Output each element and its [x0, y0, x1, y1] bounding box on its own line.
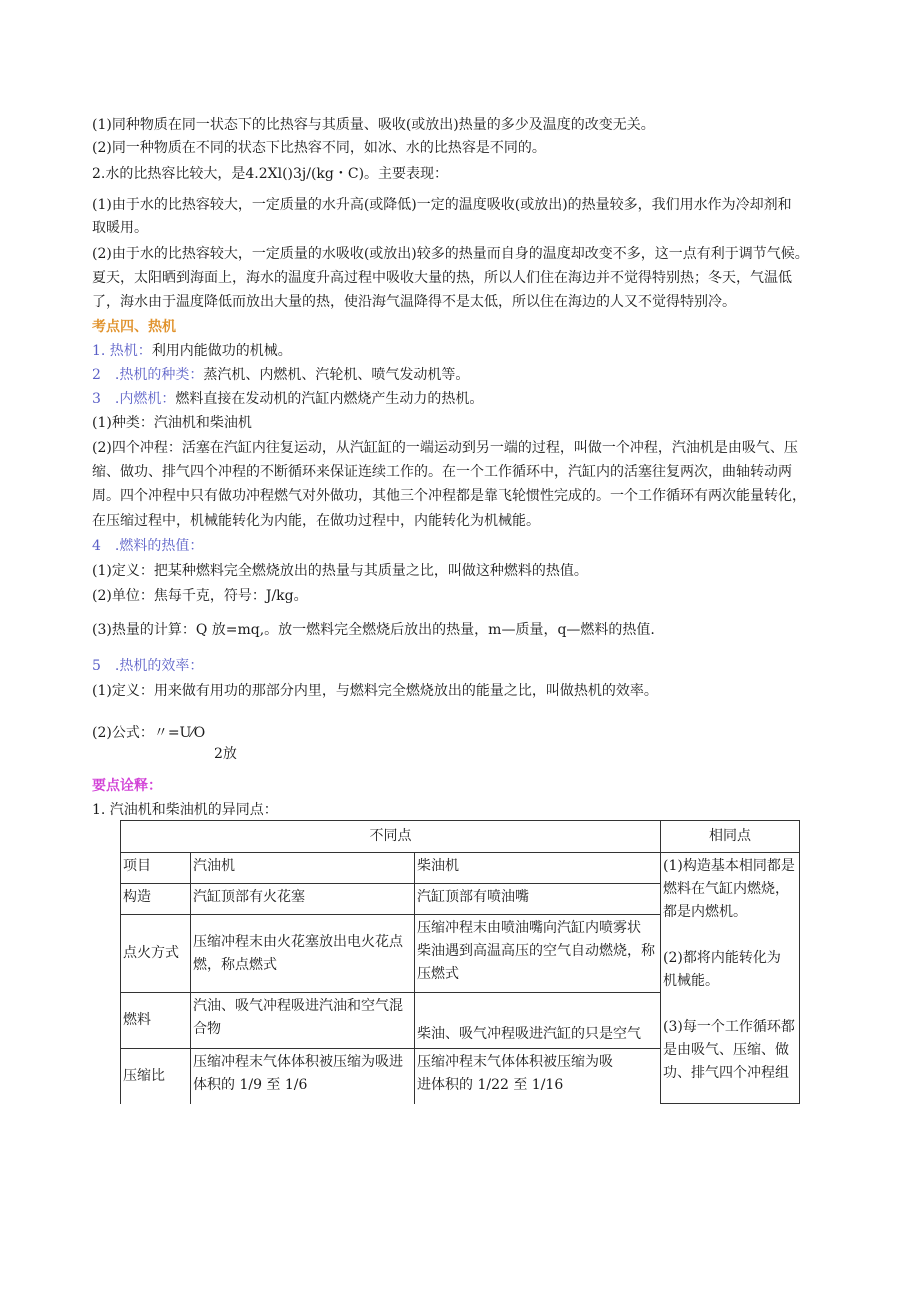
point-3-label: 3 .内燃机：: [92, 391, 176, 407]
para-5a: (2)由于水的比热容较大，一定质量的水吸收(或放出)较多的热量而自身的温度却改变不多，这一点有利于调节气候。: [92, 246, 809, 262]
same-3c: 功、排气四个冲程组: [663, 1065, 789, 1081]
cell-item: 燃料: [121, 993, 191, 1049]
key-point-1: 1. 汽油机和柴油机的异同点：: [92, 802, 278, 818]
gas-ignition-1: 压缩冲程末由火花塞放出电火花点: [193, 933, 403, 950]
same-1a: (1)构造基本相同都是: [663, 858, 795, 874]
cell-gas: [191, 1049, 415, 1104]
para-4a: (1)由于水的比热容较大，一定质量的水升高(或降低)一定的温度吸收(或放出)的热量较多，我们用水作为冷却剂和: [92, 197, 792, 213]
point-3-2c: 周。四个冲程中只有做功冲程燃气对外做功，其他三个冲程都是靠飞轮惯性完成的。一个工作循环有两次能量转化，: [92, 488, 806, 504]
point-3-2d: 在压缩过程中，机械能转化为内能，在做功过程中，内能转化为机械能。: [92, 513, 540, 529]
diesel-ratio-2: 进体积的 1/22 至 1/16: [417, 1077, 564, 1093]
same-2a: (2)都将内能转化为: [663, 950, 781, 966]
diesel-ignition-3: 压燃式: [417, 966, 459, 982]
point-4-label: 4 .燃料的热值：: [92, 538, 204, 554]
cell-gas: [191, 993, 415, 1049]
point-2: [92, 365, 469, 385]
point-2-label: 2 .热机的种类：: [92, 367, 204, 383]
gas-ignition-2: 燃，称点燃式: [193, 956, 277, 973]
para-2: (2)同一种物质在不同的状态下比热容不同，如冰、水的比热容是不同的。: [92, 140, 546, 156]
cell-diesel: 汽缸顶部有喷油嘴: [415, 884, 661, 915]
point-5-2-denominator: 2放: [214, 746, 237, 762]
diesel-ratio-1: 压缩冲程末气体体积被压缩为吸: [417, 1054, 613, 1070]
gas-ratio-2: 体积的 1/9 至 1/6: [193, 1077, 308, 1093]
cell-item: 压缩比: [121, 1049, 191, 1104]
header-diff: 不同点: [121, 821, 661, 853]
table-header-row: [121, 821, 800, 853]
section-heading-4: 考点四、热机: [92, 319, 176, 335]
point-5-1: (1)定义：用来做有用功的那部分内里，与燃料完全燃烧放出的能量之比，叫做热机的效率。: [92, 683, 658, 699]
point-3-2b: 缩、做功、排气四个冲程的不断循环来保证连续工作的。在一个工作循环中，汽缸内的活塞往复两次，曲轴转动两: [92, 464, 792, 480]
same-1c: 都是内燃机。: [663, 904, 747, 920]
cell-item: 构造: [121, 884, 191, 915]
cell-gas: 汽油机: [191, 853, 415, 884]
cell-diesel: [415, 915, 661, 993]
diesel-ignition-1: 压缩冲程末由喷油嘴向汽缸内喷雾状: [417, 920, 641, 936]
diesel-ignition-2: 柴油遇到高温高压的空气自动燃烧，称: [417, 943, 655, 959]
para-5b: 夏天，太阳晒到海面上，海水的温度升高过程中吸收大量的热，所以人们住在海边并不觉得特别热；冬天，气温低: [92, 270, 792, 286]
point-3-2a: (2)四个冲程：活塞在汽缸内往复运动，从汽缸缸的一端运动到另一端的过程，叫做一个冲程，汽油机是由吸气、压: [92, 440, 798, 456]
cell-item: 项目: [121, 853, 191, 884]
point-3-text: 燃料直接在发动机的汽缸内燃烧产生动力的热机。: [175, 391, 484, 407]
cell-gas: 汽缸顶部有火花塞: [191, 884, 415, 915]
cell-diesel: [415, 1049, 661, 1104]
point-1: [92, 341, 292, 361]
cell-diesel: 柴油机: [415, 853, 661, 884]
cell-same: [661, 853, 800, 1104]
point-5-2: (2)公式：〃=U⁄O: [92, 725, 206, 741]
header-same: 相同点: [661, 821, 800, 853]
same-2b: 机械能。: [663, 973, 719, 989]
point-5-label: 5 .热机的效率：: [92, 658, 204, 674]
point-1-text: 利用内能做功的机械。: [151, 343, 292, 359]
same-3b: 是由吸气、压缩、做: [663, 1042, 789, 1058]
gas-ratio-1: 压缩冲程末气体体积被压缩为吸进: [193, 1054, 403, 1070]
point-1-label: 1. 热机：: [92, 343, 152, 359]
cell-gas: [191, 915, 415, 993]
point-4-3: (3)热量的计算：Q 放=mq,。放一燃料完全燃烧后放出的热量，m—质量，q—燃料的热值.: [92, 622, 655, 638]
point-2-text: 蒸汽机、内燃机、汽轮机、喷气发动机等。: [203, 367, 470, 383]
table-row: [121, 853, 800, 884]
point-4-1: (1)定义：把某种燃料完全燃烧放出的热量与其质量之比，叫做这种燃料的热值。: [92, 563, 588, 579]
para-5c: 了，海水由于温度降低而放出大量的热，使沿海气温降得不是太低，所以住在海边的人又不觉得特别冷。: [92, 294, 736, 310]
comparison-table: [120, 820, 800, 1104]
key-points-heading: 要点诠释：: [92, 778, 162, 794]
para-3: 2.水的比热容比较大，是4.2Xl()3j/(kg・C)。主要表现：: [92, 166, 449, 182]
point-3: [92, 389, 483, 409]
same-3a: (3)每一个工作循环都: [663, 1019, 795, 1035]
para-1: (1)同种物质在同一状态下的比热容与其质量、吸收(或放出)热量的多少及温度的改变无关。: [92, 117, 655, 133]
point-3-1: (1)种类：汽油机和柴油机: [92, 415, 252, 431]
para-4b: 取暖用。: [92, 220, 148, 236]
same-1b: 燃料在气缸内燃烧，: [663, 881, 789, 897]
cell-diesel: 柴油、吸气冲程吸进汽缸的只是空气: [415, 993, 661, 1049]
gas-fuel-1: 汽油、吸气冲程吸进汽油和空气混: [193, 998, 403, 1014]
gas-fuel-2: 合物: [193, 1021, 221, 1037]
cell-item: 点火方式: [121, 915, 191, 993]
point-4-2: (2)单位：焦每千克，符号：J/kg。: [92, 588, 308, 604]
